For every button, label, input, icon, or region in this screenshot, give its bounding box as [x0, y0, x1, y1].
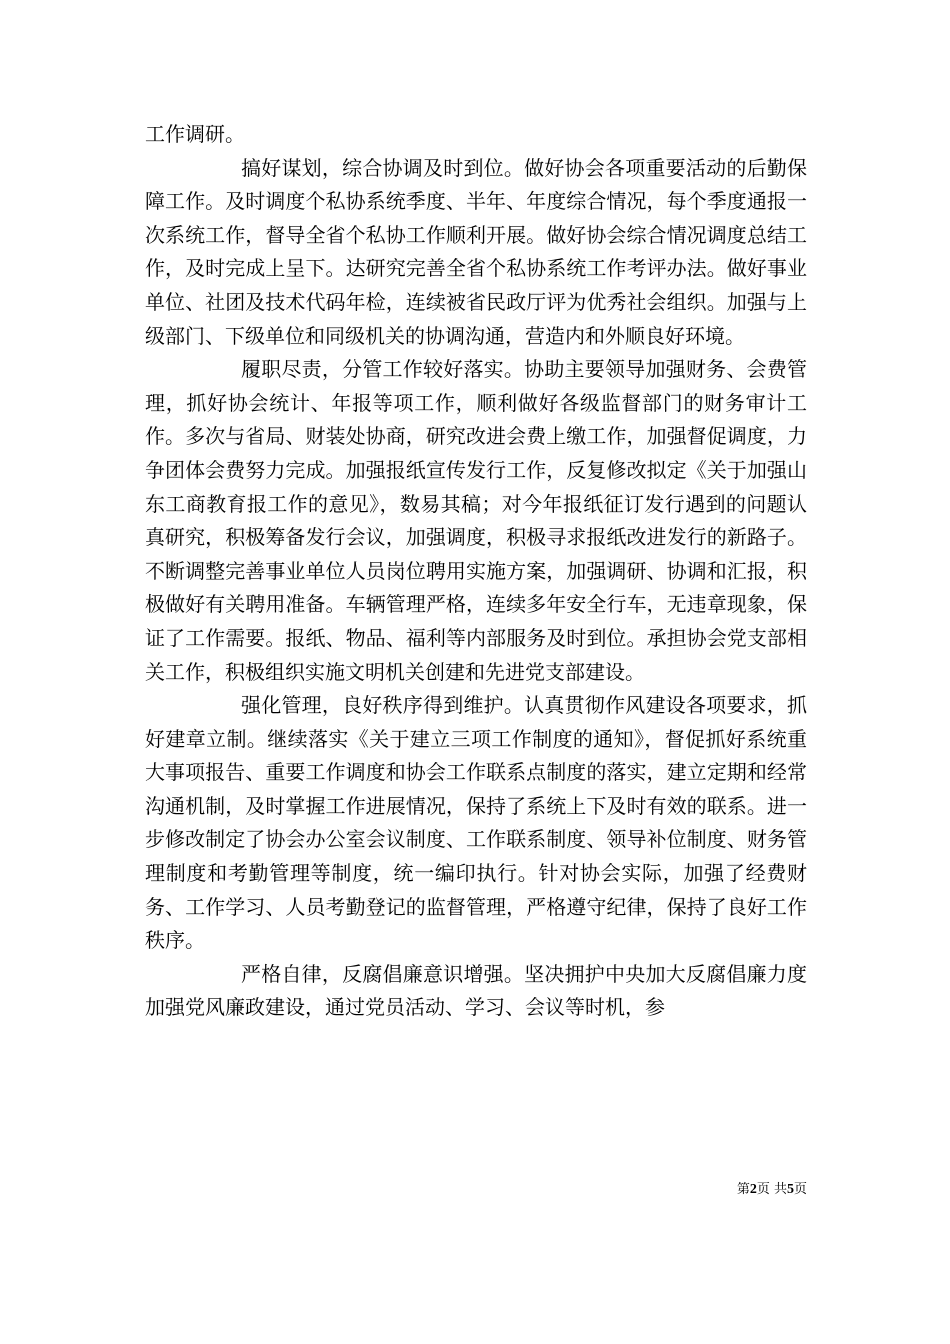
document-body	[145, 118, 807, 1025]
paragraph-coordination: 搞好谋划，综合协调及时到位。做好协会各项重要活动的后勤保障工作。及时调度个私协系统季度、半年、年度综合情况，每个季度通报一次系统工作，督导全省个私协工作顺利开展。做好协会综合情况调度总结工作，及时完成上呈下。达研究完善全省个私协系统工作考评办法。做好事业单位、社团及技术代码年检，连续被省民政厅评为优秀社会组织。加强与上级部门、下级单位和同级机关的协调沟通，营造内和外顺良好环境。	[145, 155, 807, 348]
footer-page-number: 2	[749, 1182, 757, 1197]
paragraph-duties: 履职尽责，分管工作较好落实。协助主要领导加强财务、会费管理，抓好协会统计、年报等项工作，顺利做好各级监督部门的财务审计工作。多次与省局、财装处协商，研究改进会费上缴工作，加强督促调度，力争团体会费努力完成。加强报纸宣传发行工作，反复修改拟定《关于加强山东工商教育报工作的意见》，数易其稿；对今年报纸征订发行遇到的问题认真研究，积极筹备发行会议，加强调度，积极寻求报纸改进发行的新路子。不断调整完善事业单位人员岗位聘用实施方案，加强调研、协调和汇报，积极做好有关聘用准备。车辆管理严格，连续多年安全行车，无违章现象，保证了工作需要。报纸、物品、福利等内部服务及时到位。承担协会党支部相关工作，积极组织实施文明机关创建和先进党支部建设。	[145, 357, 807, 684]
paragraph-continuation: 工作调研。	[145, 122, 245, 146]
paragraph-management: 强化管理，良好秩序得到维护。认真贯彻作风建设各项要求，抓好建章立制。继续落实《关于建立三项工作制度的通知》，督促抓好系统重大事项报告、重要工作调度和协会工作联系点制度的落实，建立定期和经常沟通机制，及时掌握工作进展情况，保持了系统上下及时有效的联系。进一步修改制定了协会办公室会议制度、工作联系制度、领导补位制度、财务管理制度和考勤管理等制度，统一编印执行。针对协会实际，加强了经费财务、工作学习、人员考勤登记的监督管理，严格遵守纪律，保持了良好工作秩序。	[145, 693, 807, 953]
footer-suffix: 页	[793, 1182, 807, 1197]
footer-total-pages: 5	[786, 1182, 794, 1197]
page-footer	[737, 1178, 807, 1198]
footer-prefix: 第	[736, 1182, 750, 1197]
paragraph-self-discipline: 严格自律，反腐倡廉意识增强。坚决拥护中央加大反腐倡廉力度加强党风廉政建设，通过党员活动、学习、会议等时机，参	[145, 961, 807, 1020]
footer-middle: 页 共	[756, 1182, 787, 1197]
